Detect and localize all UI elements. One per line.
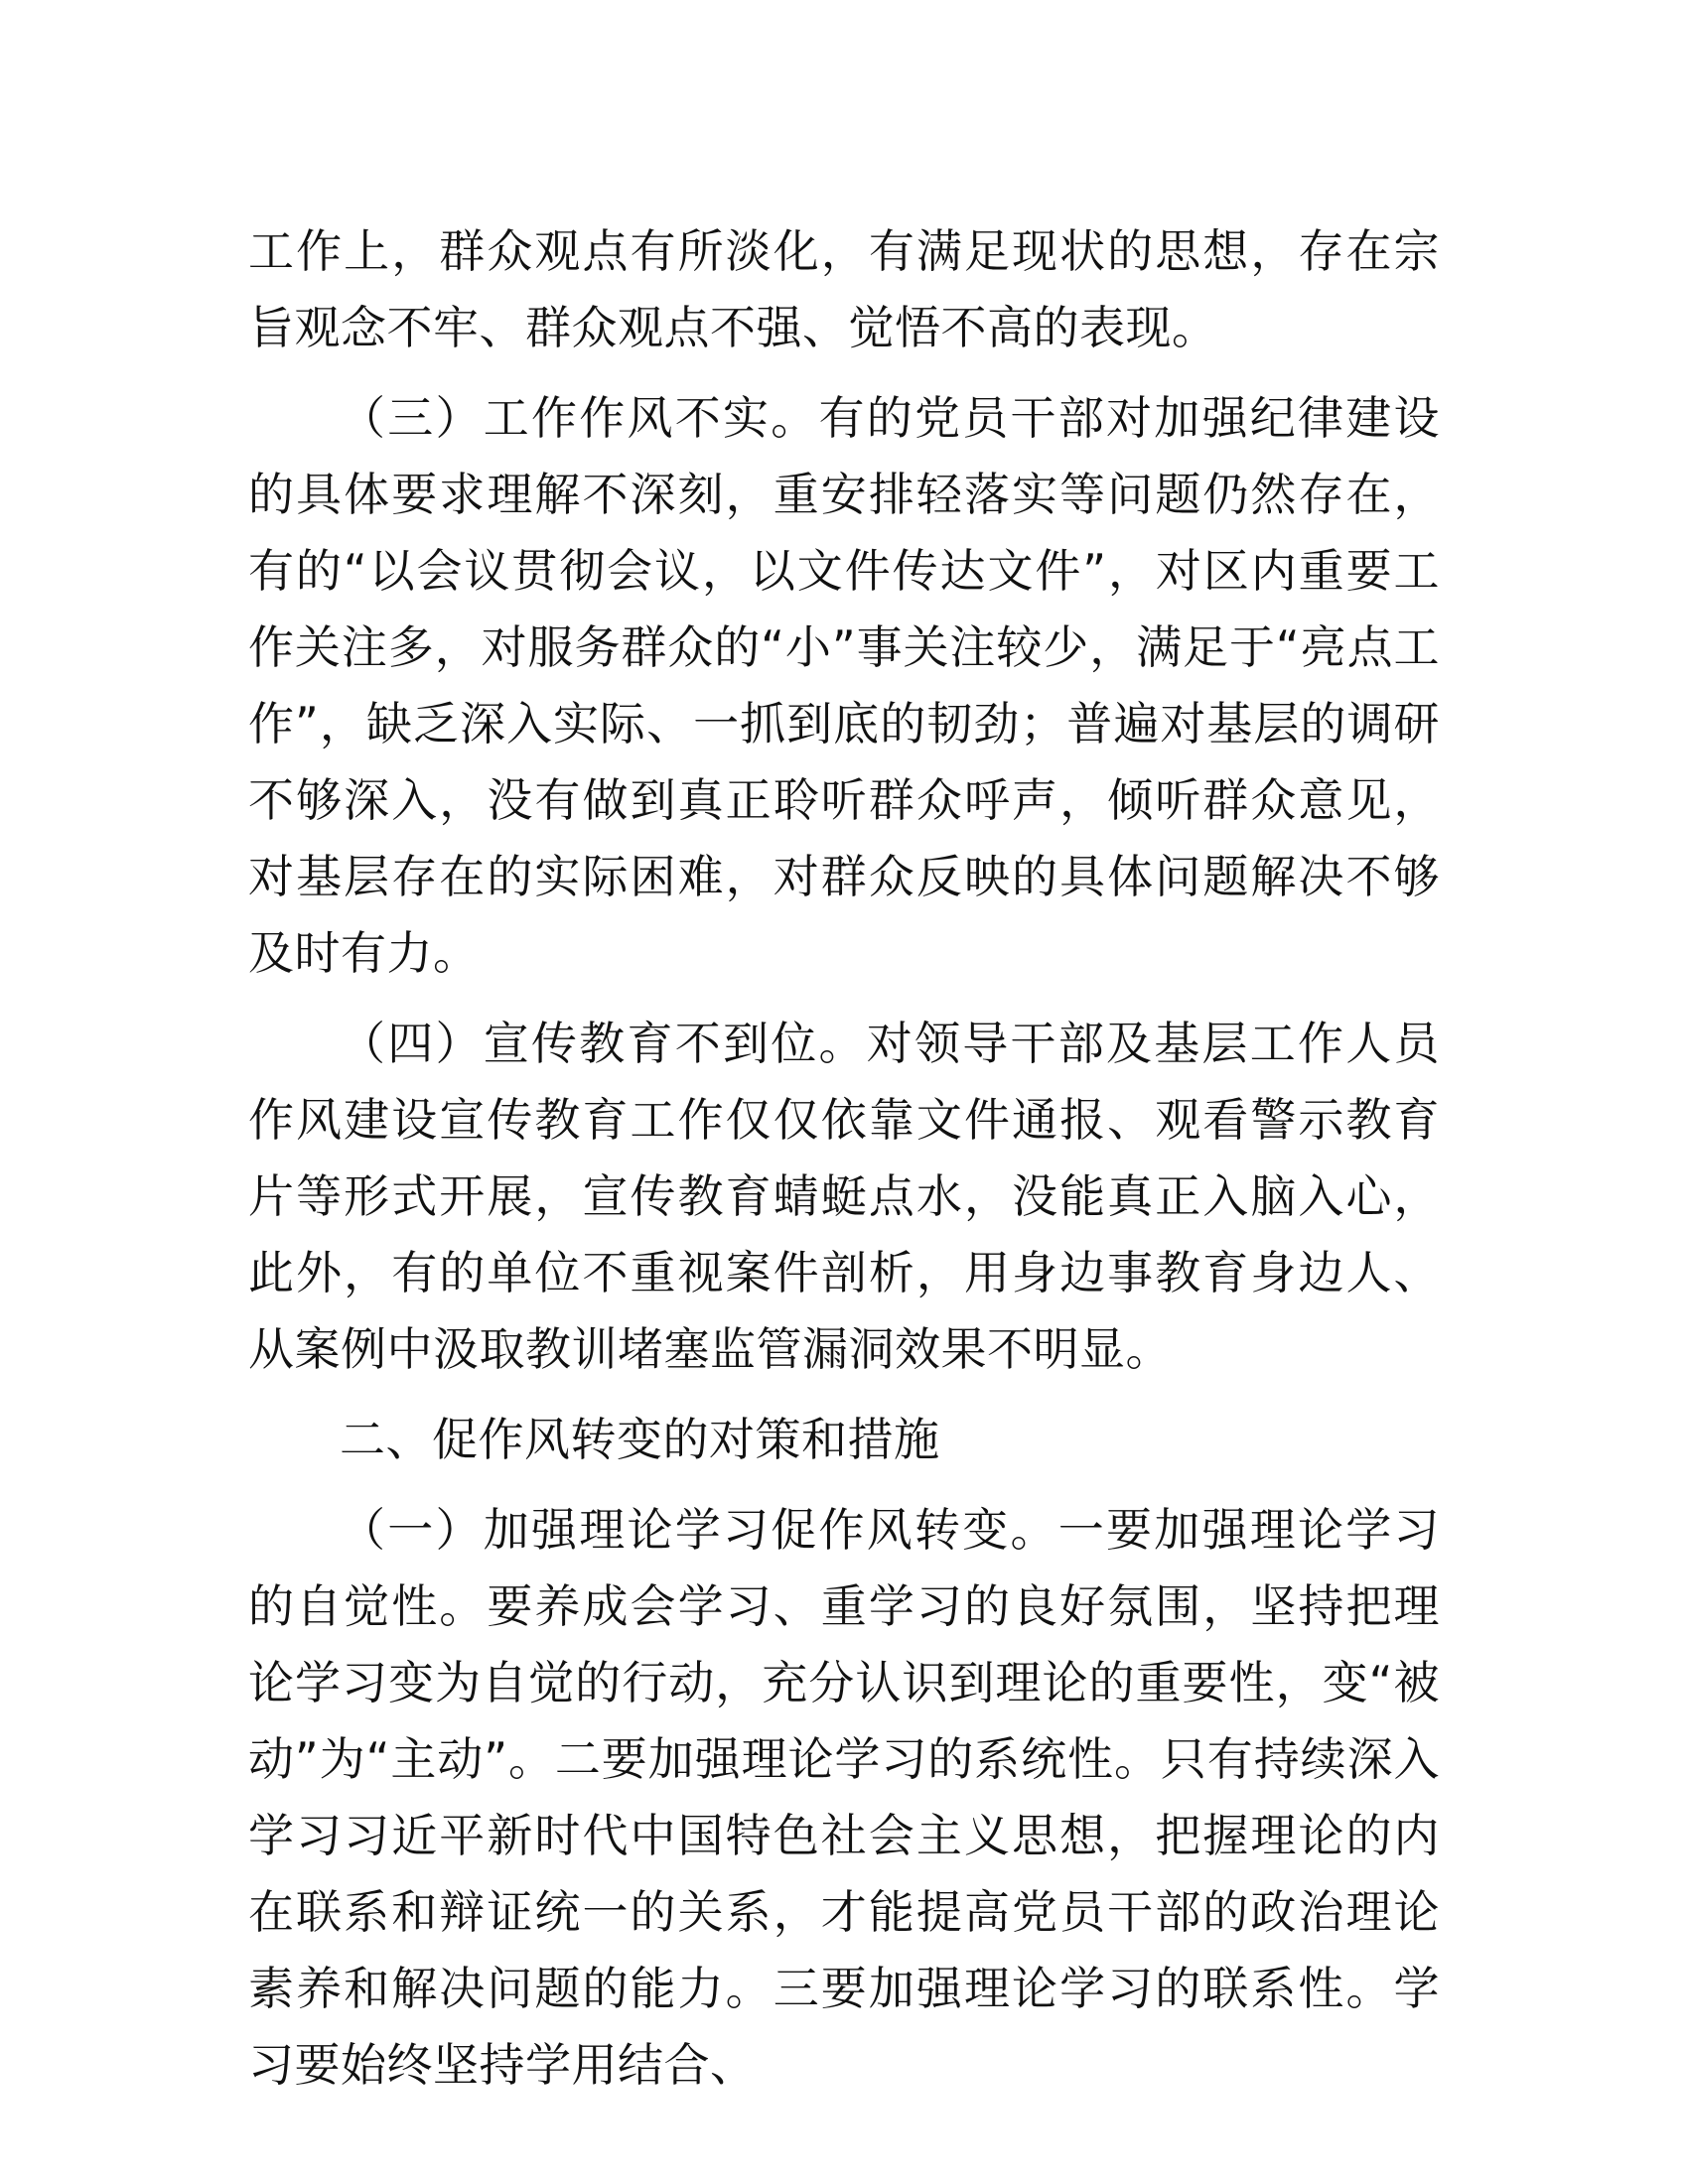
paragraph-theory-study: （一）加强理论学习促作风转变。一要加强理论学习的自觉性。要养成会学习、重学习的良好氛围，坚持把理论学习变为自觉的行动，充分认识到理论的重要性，变“被动”为“主动”。二要加强理论学习的系统性。只有持续深入学习习近平新时代中国特色社会主义思想，把握理论的内在联系和辩证统一的关系，才能提高党员干部的政治理论素养和解决问题的能力。三要加强理论学习的联系性。学习要始终坚持学用结合、 (248, 1503, 1440, 2092)
section-heading-countermeasures: 二、促作风转变的对策和措施 (340, 1413, 940, 1466)
paragraph-publicity-education: （四）宣传教育不到位。对领导干部及基层工作人员作风建设宣传教育工作仅仅依靠文件通报、观看警示教育片等形式开展，宣传教育蜻蜓点水，没能真正入脑入心，此外，有的单位不重视案件剖析，用身边事教育身边人、从案例中汲取教训堵塞监管漏洞效果不明显。 (248, 1017, 1440, 1376)
paragraph-work-style: （三）工作作风不实。有的党员干部对加强纪律建设的具体要求理解不深刻，重安排轻落实等问题仍然存在，有的“以会议贯彻会议，以文件传达文件”，对区内重要工作关注多，对服务群众的“小”事关注较少，满足于“亮点工作”，缺乏深入实际、一抓到底的韧劲；普遍对基层的调研不够深入，没有做到真正聆听群众呼声，倾听群众意见，对基层存在的实际困难，对群众反映的具体问题解决不够及时有力。 (248, 391, 1440, 980)
paragraph-mass-viewpoint: 工作上，群众观点有所淡化，有满足现状的思想，存在宗旨观念不牢、群众观点不强、觉悟不高的表现。 (248, 224, 1440, 354)
document-page (248, 213, 1440, 2104)
